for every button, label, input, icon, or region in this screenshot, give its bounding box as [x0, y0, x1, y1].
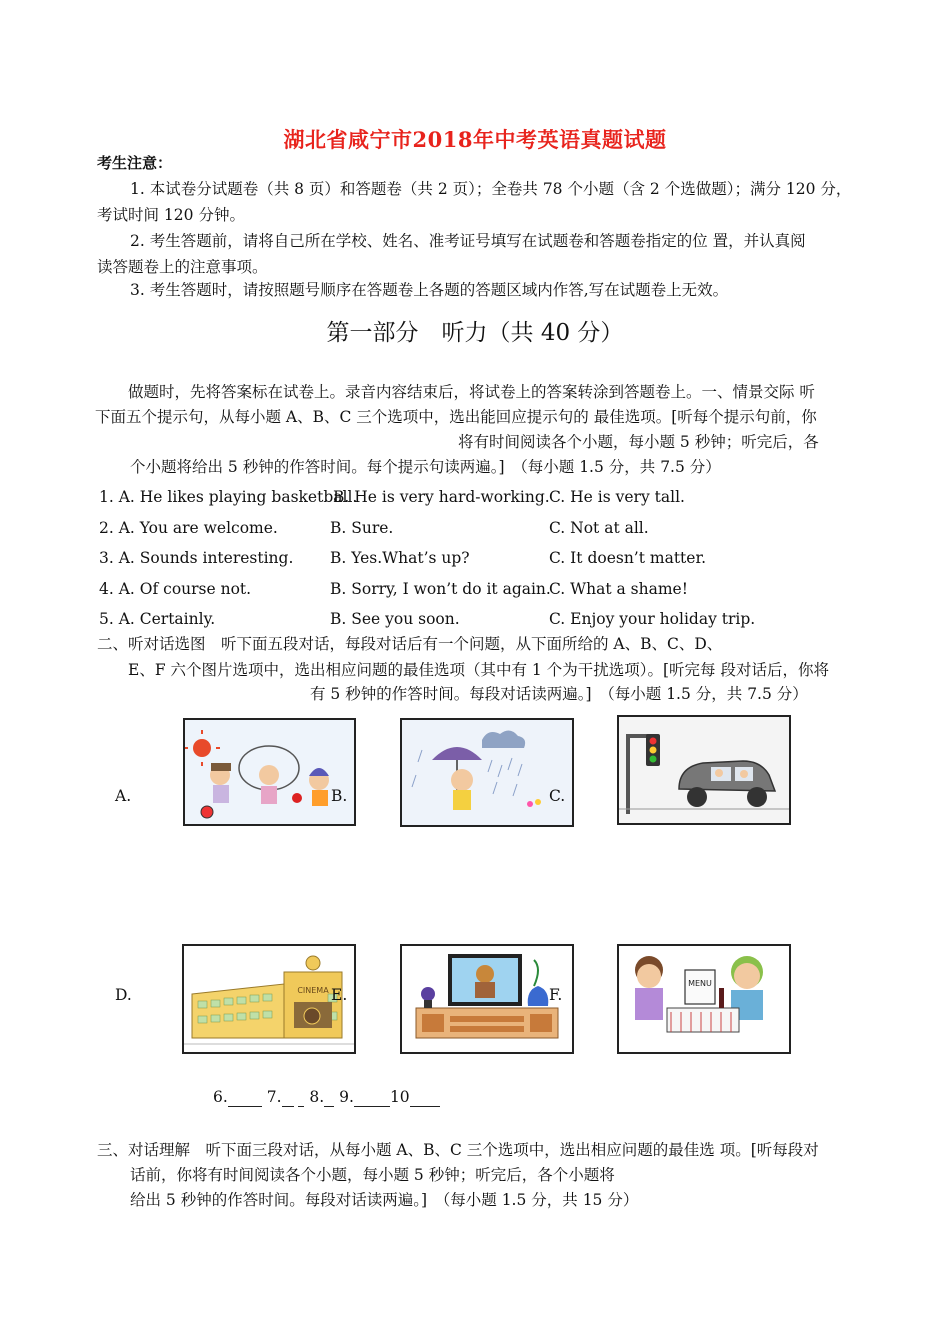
q1-option-b: B. He is very hard-working. — [333, 488, 550, 506]
part1-heading: 第一部分 听力（共 40 分） — [326, 320, 624, 346]
q3-option-a: 3. A. Sounds interesting. — [99, 549, 294, 567]
q7-label: 7. — [266, 1088, 282, 1106]
q8-label: 8. — [309, 1088, 325, 1106]
q3-option-b: B. Yes.What’s up? — [330, 549, 470, 567]
picture-label-e: E. — [331, 986, 348, 1004]
notice-item-2: 2. 考生答题前，请将自己所在学校、姓名、准考证号填写在试题卷和答题卷指定的位 置，并认真阅 — [130, 232, 806, 250]
q10-blank[interactable] — [410, 1088, 440, 1107]
q10-label: 10 — [389, 1088, 410, 1106]
q4-option-a: 4. A. Of course not. — [99, 580, 252, 598]
section2-line-1: 二、听对话选图 听下面五段对话，每段对话后有一个问题，从下面所给的 A、B、C、D、 — [97, 635, 723, 653]
notice-item-2-cont: 读答题卷上的注意事项。 — [97, 258, 268, 276]
q3-option-c: C. It doesn’t matter. — [549, 549, 707, 567]
picture-label-c: C. — [549, 787, 566, 805]
q1-option-a: 1. A. He likes playing basketball. — [99, 488, 358, 506]
q6-label: 6. — [213, 1088, 228, 1106]
section3-line-2: 话前，你将有时间阅读各个小题，每小题 5 秒钟；听完后，各个小题将 — [130, 1166, 615, 1184]
picture-label-b: B. — [331, 787, 348, 805]
picture-f-restaurant — [617, 944, 791, 1054]
notice-item-3: 3. 考生答题时，请按照题号顺序在答题卷上各题的答题区域内作答,写在试题卷上无效。 — [130, 281, 729, 299]
part1-intro-1: 做题时，先将答案标在试卷上。录音内容结束后，将试卷上的答案转涂到答题卷上。一、情景交际 听 — [128, 383, 815, 401]
part1-intro-4: 个小题将给出 5 秒钟的作答时间。每个提示句读两遍。] （每小题 1.5 分，共 7.5 分） — [130, 458, 721, 476]
q1-option-c: C. He is very tall. — [549, 488, 685, 506]
notice-item-1: 1. 本试卷分试题卷（共 8 页）和答题卷（共 2 页）；全卷共 78 个小题（含 2 个选做题）；满分 120 分， — [130, 180, 852, 198]
menu-sign: MENU — [688, 979, 712, 988]
page-title: 湖北省咸宁市2018年中考英语真题试题 — [283, 127, 667, 152]
picture-d-cinema — [182, 944, 356, 1054]
q2-option-c: C. Not at all. — [549, 519, 649, 537]
q5-option-c: C. Enjoy your holiday trip. — [549, 610, 756, 628]
q5-option-a: 5. A. Certainly. — [99, 610, 216, 628]
notice-heading: 考生注意： — [97, 154, 173, 172]
section3-line-3: 给出 5 秒钟的作答时间。每段对话读两遍。] （每小题 1.5 分，共 15 分） — [130, 1191, 639, 1209]
q9-label: 9. — [339, 1088, 354, 1106]
picture-b-girl-in-rain — [400, 718, 574, 827]
q2-option-b: B. Sure. — [330, 519, 394, 537]
part1-intro-2: 下面五个提示句，从每小题 A、B、C 三个选项中，选出能回应提示句的 最佳选项。[听每个提示句前，你 — [95, 408, 817, 426]
answer-blanks — [213, 1088, 440, 1107]
picture-label-f: F. — [549, 986, 563, 1004]
part1-intro-3: 将有时间阅读各个小题，每小题 5 秒钟；听完后，各 — [458, 433, 819, 451]
q7-blank-2[interactable] — [298, 1088, 304, 1107]
picture-e-tv-set — [400, 944, 574, 1054]
q8-blank[interactable] — [324, 1088, 334, 1107]
q4-option-c: C. What a shame! — [549, 580, 688, 598]
section3-line-1: 三、对话理解 听下面三段对话，从每小题 A、B、C 三个选项中，选出相应问题的最佳选 项。[听每段对 — [97, 1141, 819, 1159]
picture-label-a: A. — [115, 787, 132, 805]
q6-blank[interactable] — [228, 1088, 262, 1107]
q2-option-a: 2. A. You are welcome. — [99, 519, 278, 537]
q9-blank[interactable] — [354, 1088, 390, 1107]
notice-item-1-cont: 考试时间 120 分钟。 — [97, 206, 245, 224]
picture-a-kids-playing — [183, 718, 356, 826]
q5-option-b: B. See you soon. — [330, 610, 460, 628]
q4-option-b: B. Sorry, I won’t do it again. — [330, 580, 551, 598]
q7-blank[interactable] — [282, 1088, 294, 1107]
section2-line-2: E、F 六个图片选项中，选出相应问题的最佳选项（其中有 1 个为干扰选项）。[听完每 段对话后，你将 — [128, 661, 829, 679]
cinema-sign: CINEMA — [297, 986, 329, 995]
section2-line-3: 有 5 秒钟的作答时间。每段对话读两遍。] （每小题 1.5 分，共 7.5 分） — [310, 685, 808, 703]
picture-c-car-traffic-light — [617, 715, 791, 825]
picture-label-d: D. — [115, 986, 132, 1004]
